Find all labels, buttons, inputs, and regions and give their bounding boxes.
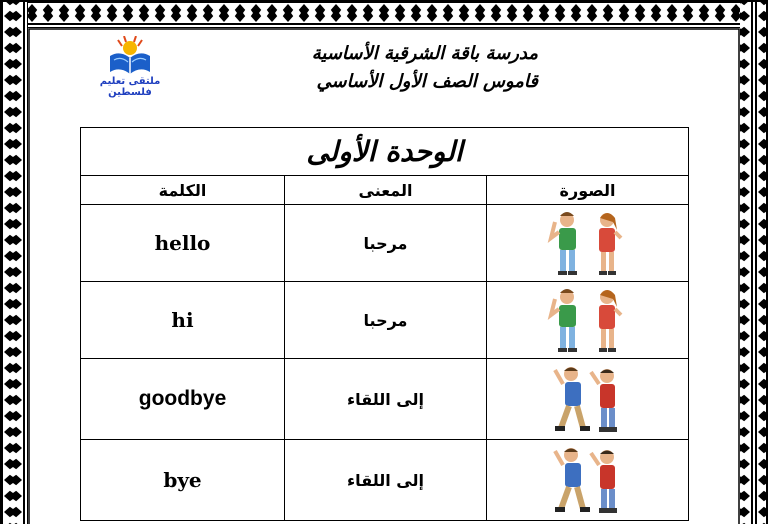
logo-caption: ملتقى تعليم فلسطين [99,76,161,98]
picture-cell [487,282,689,359]
column-header-word: الكلمة [81,176,285,205]
word-cell: bye [81,440,285,521]
table-row [81,282,689,359]
boys-waving-goodbye-image [543,443,633,517]
unit-title: الوحدة الأولى [81,128,689,176]
picture-cell [487,205,689,282]
meaning-cell: إلى اللقاء [285,359,487,440]
table-row [81,205,689,282]
meaning-cell: مرحبا [285,282,487,359]
column-header-picture: الصورة [487,176,689,205]
word-cell: goodbye [81,359,285,440]
column-header-meaning: المعنى [285,176,487,205]
picture-cell [487,359,689,440]
vocabulary-table [80,127,689,521]
children-greeting-image [543,208,633,278]
dictionary-page [30,30,738,524]
boys-waving-goodbye-image [543,362,633,436]
table-row [81,440,689,521]
children-greeting-image [543,285,633,355]
meaning-cell: مرحبا [285,205,487,282]
meaning-cell: إلى اللقاء [285,440,487,521]
word-cell: hi [81,282,285,359]
dictionary-title: قاموس الصف الأول الأساسي [316,71,538,92]
book-logo-icon [108,36,152,76]
picture-cell [487,440,689,521]
school-name: مدرسة باقة الشرقية الأساسية [311,43,538,64]
word-cell: hello [81,205,285,282]
table-row [81,359,689,440]
school-logo [82,36,178,98]
